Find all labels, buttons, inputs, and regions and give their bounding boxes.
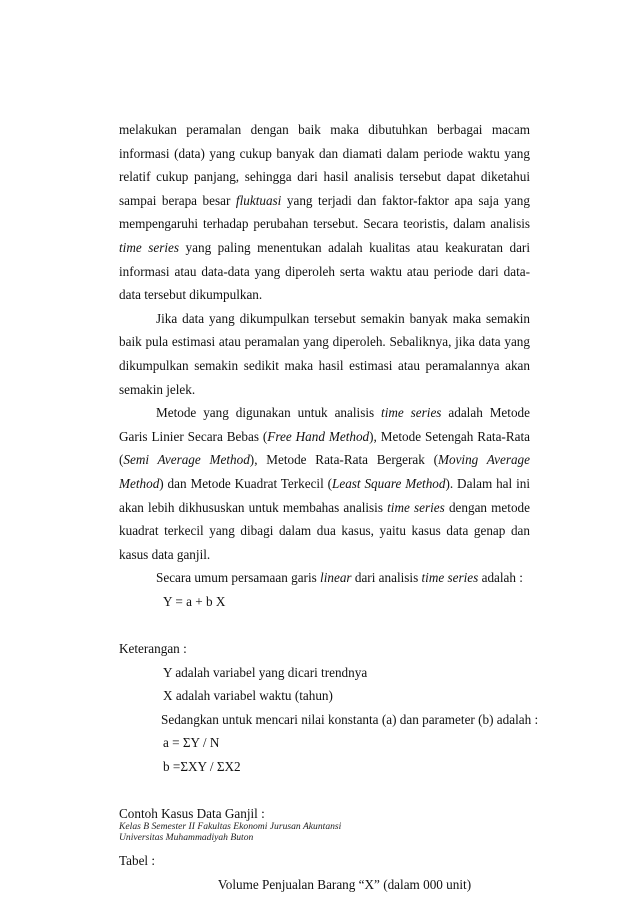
text-run: Secara umum persamaan garis xyxy=(156,570,321,586)
italic-term: time series xyxy=(421,570,479,586)
text-run: yang terjadi dan faktor-faktor apa saja yang mempengaruhi terhadap perubahan tersebut. Secara teoristis, dalam analisis xyxy=(119,192,530,232)
text-run: dari analisis xyxy=(351,570,422,586)
text-run: dengan metode kuadrat terkecil yang dibagi dalam dua kasus, yaitu kasus data genap dan kasus data ganjil. xyxy=(119,499,530,562)
table-caption: Volume Penjualan Barang “X” (dalam 000 unit) xyxy=(217,877,472,892)
italic-term: Moving Average Method xyxy=(119,452,530,491)
text-run: adalah : xyxy=(478,570,523,586)
page-footer xyxy=(119,821,530,843)
paragraph-methods xyxy=(119,401,530,566)
text-run: ) dan Metode Kuadrat Terkecil ( xyxy=(159,475,333,491)
formula-linear: Y = a + b X xyxy=(163,593,226,609)
text-run: ), Metode Setengah Rata-Rata ( xyxy=(119,428,530,468)
italic-term: time series xyxy=(387,499,445,515)
sedangkan-text: Sedangkan untuk mencari nilai konstanta (a) dan parameter (b) adalah : xyxy=(161,711,539,727)
body-text xyxy=(119,118,539,897)
paragraph-data-amount: Jika data yang dikumpulkan tersebut semakin banyak maka semakin baik pula estimasi atau peramalan yang diperoleh. Sebaliknya, jika data yang dikumpulkan semakin sedikit maka hasil estimasi atau peramalannya akan semakin jelek. xyxy=(119,310,530,397)
contoh-kasus-title: Contoh Kasus Data Ganjil : xyxy=(119,806,265,822)
spacer xyxy=(119,613,530,637)
text-run: ). Dalam hal ini akan lebih dikhususkan untuk membahas analisis xyxy=(119,475,530,515)
keterangan-x: X adalah variabel waktu (tahun) xyxy=(163,688,333,704)
text-run: ), Metode Rata-Rata Bergerak ( xyxy=(249,452,438,468)
italic-term: linear xyxy=(320,570,352,586)
formula-b: b =ΣXY / ΣX2 xyxy=(163,759,241,775)
italic-term: time series xyxy=(119,239,179,255)
italic-term: Semi Average Method xyxy=(123,452,250,468)
keterangan-y: Y adalah variabel yang dicari trendnya xyxy=(163,664,368,680)
tabel-label: Tabel : xyxy=(119,853,156,869)
footer-line-2: Universitas Muhammadiyah Buton xyxy=(119,832,254,843)
text-run: melakukan peramalan dengan baik maka dibutuhkan berbagai macam informasi (data) yang cukup banyak dan diamati dalam periode waktu yang relatif cukup panjang, sehingga dari hasil analisis tersebut dapat diketahui sampai berapa besar xyxy=(119,122,530,208)
footer-line-1: Kelas B Semester II Fakultas Ekonomi Jurusan Akuntansi xyxy=(119,821,342,832)
text-run: adalah Metode Garis Linier Secara Bebas ( xyxy=(119,405,530,444)
italic-term: Free Hand Method xyxy=(267,428,370,444)
text-run: yang paling menentukan adalah kualitas atau keakuratan dari informasi atau data-data yang diperoleh serta waktu atau periode dari data-data tersebut dikumpulkan. xyxy=(119,239,530,303)
paragraph-forecasting-intro xyxy=(119,118,530,307)
formula-a: a = ΣY / N xyxy=(163,735,220,751)
paragraph-linear-equation xyxy=(119,566,530,590)
italic-term: Least Square Method xyxy=(332,475,446,491)
italic-term: time series xyxy=(381,405,442,421)
spacer xyxy=(119,779,530,803)
text-run: Metode yang digunakan untuk analisis xyxy=(156,405,382,421)
italic-term: fluktuasi xyxy=(235,192,282,208)
keterangan-label: Keterangan : xyxy=(119,641,187,657)
